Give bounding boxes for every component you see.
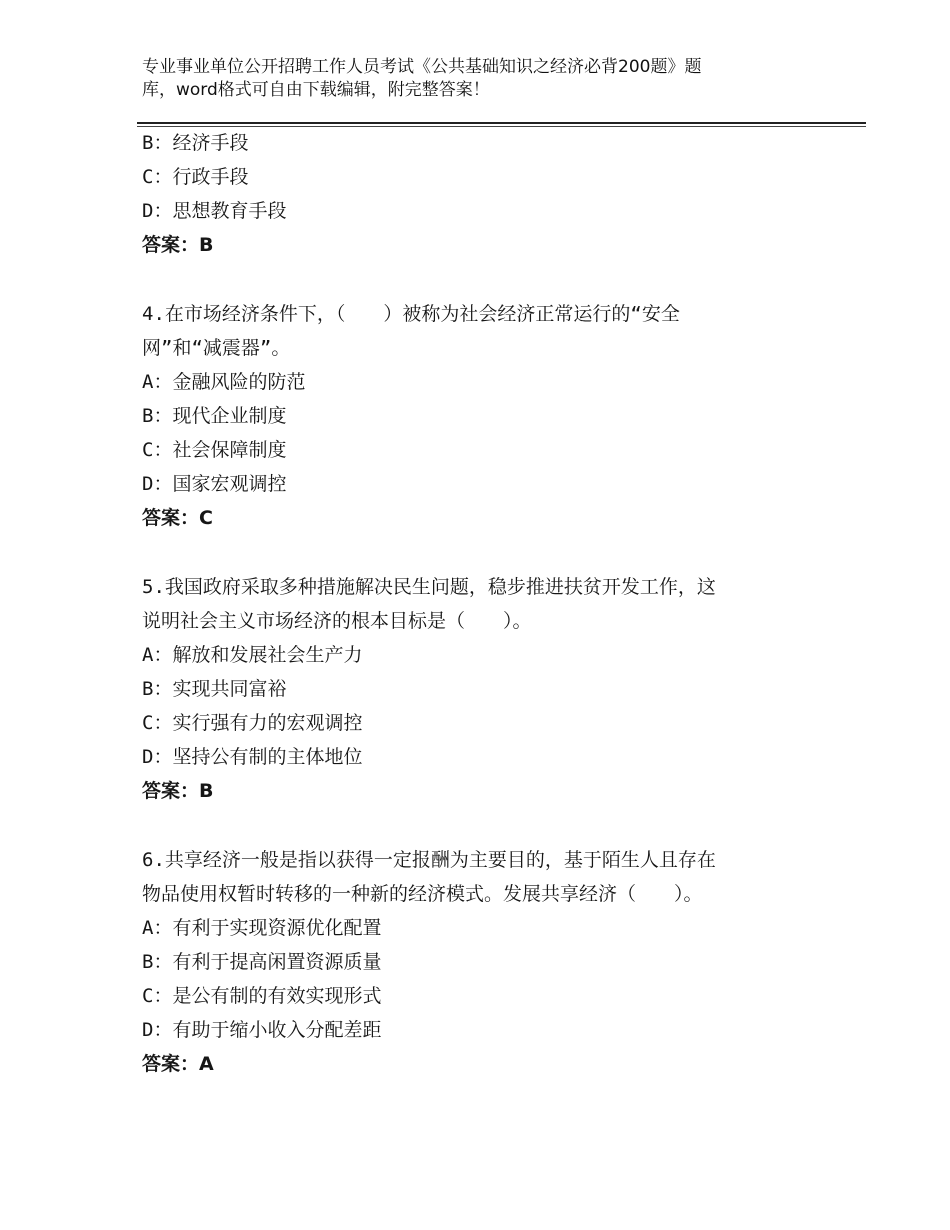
option-d: D：思想教育手段: [142, 200, 287, 222]
question-stem-line: 网”和“减震器”。: [142, 337, 291, 359]
spacer: [142, 808, 822, 843]
answer-label: 答案：B: [142, 234, 214, 256]
question-list: [142, 126, 822, 1081]
answer-label: 答案：B: [142, 780, 214, 802]
question-stem-line: 物品使用权暂时转移的一种新的经济模式。发展共享经济（ ）。: [142, 883, 703, 905]
header-title-line-2: 库，word格式可自由下载编辑，附完整答案！: [142, 80, 490, 100]
option-b: B：实现共同富裕: [142, 678, 287, 700]
question-5: [142, 570, 822, 808]
option-a: A：有利于实现资源优化配置: [142, 917, 382, 939]
option-c: C：社会保障制度: [142, 439, 287, 461]
option-c: C：是公有制的有效实现形式: [142, 985, 382, 1007]
option-b: B：经济手段: [142, 132, 249, 154]
option-d: D：坚持公有制的主体地位: [142, 746, 363, 768]
option-d: D：有助于缩小收入分配差距: [142, 1019, 382, 1041]
header-title-line-1: 专业事业单位公开招聘工作人员考试《公共基础知识之经济必背200题》题: [142, 57, 702, 77]
document-header: [142, 56, 782, 102]
question-3-partial: [142, 126, 822, 262]
answer-label: 答案：C: [142, 507, 213, 529]
option-a: A：解放和发展社会生产力: [142, 644, 363, 666]
option-b: B：有利于提高闲置资源质量: [142, 951, 382, 973]
option-c: C：实行强有力的宏观调控: [142, 712, 363, 734]
option-c: C：行政手段: [142, 166, 249, 188]
option-b: B：现代企业制度: [142, 405, 287, 427]
question-4: [142, 297, 822, 535]
option-a: A：金融风险的防范: [142, 371, 306, 393]
question-stem-line: 6.共享经济一般是指以获得一定报酬为主要目的，基于陌生人且存在: [142, 849, 716, 871]
question-stem-line: 5.我国政府采取多种措施解决民生问题，稳步推进扶贫开发工作，这: [142, 576, 716, 598]
option-d: D：国家宏观调控: [142, 473, 287, 495]
answer-label: 答案：A: [142, 1053, 214, 1075]
spacer: [142, 535, 822, 570]
question-6: [142, 843, 822, 1081]
question-stem-line: 4.在市场经济条件下，（ ）被称为社会经济正常运行的“安全: [142, 303, 680, 325]
question-stem-line: 说明社会主义市场经济的根本目标是（ ）。: [142, 610, 532, 632]
spacer: [142, 262, 822, 297]
header-rule-thick: [137, 122, 866, 124]
